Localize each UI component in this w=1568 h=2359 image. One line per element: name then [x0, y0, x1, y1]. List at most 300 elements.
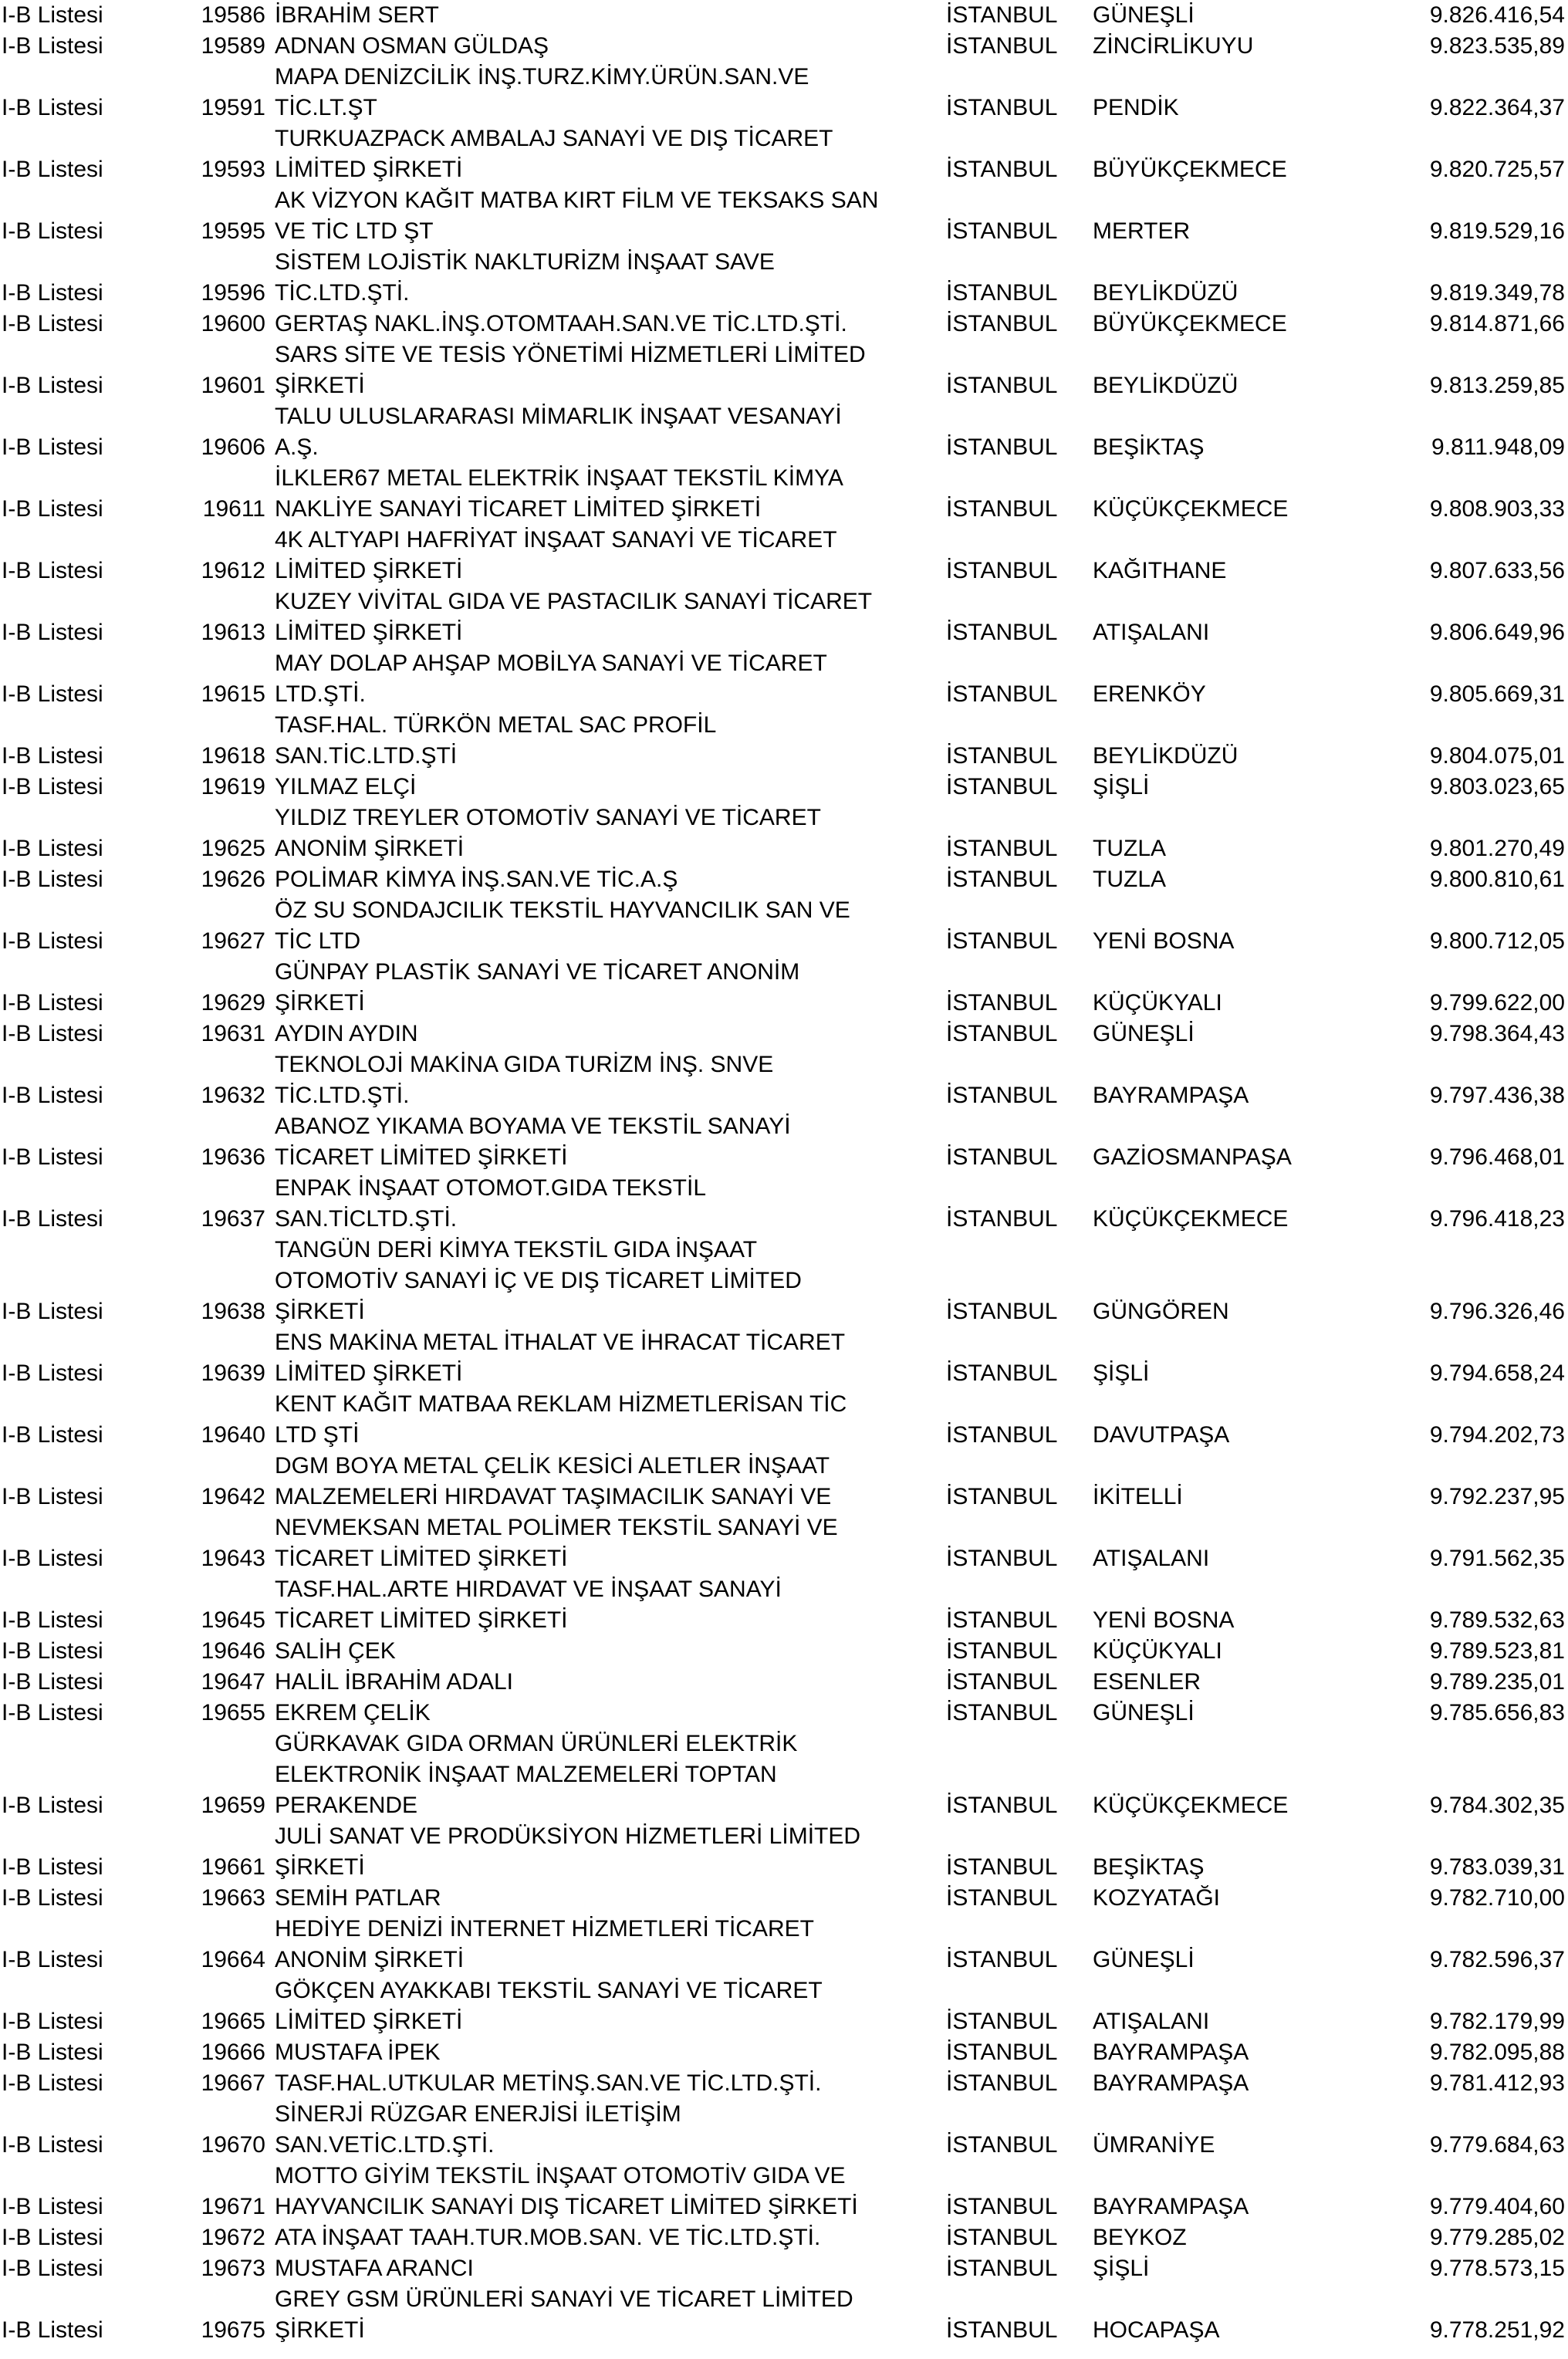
- company-name-line: TİCARET LİMİTED ŞİRKETİ: [275, 1144, 568, 1170]
- score-cell: 9.820.725,57: [1429, 157, 1565, 182]
- rank-number-cell: 19645: [201, 1607, 265, 1633]
- city-cell: İSTANBUL: [946, 1021, 1058, 1046]
- table-row: [0, 1667, 1568, 1698]
- district-cell: BEYLİKDÜZÜ: [1093, 373, 1239, 398]
- score-cell: 9.789.523,81: [1429, 1638, 1565, 1664]
- list-type-cell: I-B Listesi: [2, 1021, 103, 1046]
- table-row: [0, 247, 1568, 309]
- table-row: [0, 31, 1568, 62]
- list-type-cell: I-B Listesi: [2, 2317, 103, 2343]
- list-type-cell: I-B Listesi: [2, 990, 103, 1016]
- company-name-line: ÖZ SU SONDAJCILIK TEKSTİL HAYVANCILIK SAN VE: [275, 897, 850, 923]
- rank-number-cell: 19666: [201, 2040, 265, 2065]
- district-cell: ZİNCİRLİKUYU: [1093, 33, 1254, 59]
- score-cell: 9.797.436,38: [1429, 1083, 1565, 1108]
- list-type-cell: I-B Listesi: [2, 2132, 103, 2158]
- company-name-line: GÜNPAY PLASTİK SANAYİ VE TİCARET ANONİM: [275, 959, 800, 985]
- company-name-cell: [275, 2099, 954, 2161]
- company-name-line: TİCARET LİMİTED ŞİRKETİ: [275, 1546, 568, 1571]
- company-name-line: A.Ş.: [275, 434, 319, 460]
- company-name-line: LİMİTED ŞİRKETİ: [275, 620, 463, 645]
- rank-number-cell: 19665: [201, 2009, 265, 2034]
- rank-number-cell: 19655: [201, 1700, 265, 1725]
- city-cell: İSTANBUL: [946, 157, 1058, 182]
- list-type-cell: I-B Listesi: [2, 2256, 103, 2281]
- score-cell: 9.782.710,00: [1429, 1885, 1565, 1911]
- table-row: [0, 710, 1568, 772]
- list-type-cell: I-B Listesi: [2, 774, 103, 799]
- company-name-line: LİMİTED ŞİRKETİ: [275, 157, 463, 182]
- table-row: [0, 1049, 1568, 1111]
- list-type-cell: I-B Listesi: [2, 311, 103, 336]
- company-name-line: GERTAŞ NAKL.İNŞ.OTOMTAAH.SAN.VE TİC.LTD.ŞTİ.: [275, 311, 847, 336]
- company-name-line: LİMİTED ŞİRKETİ: [275, 1360, 463, 1386]
- company-name-line: TANGÜN DERİ KİMYA TEKSTİL GIDA İNŞAAT: [275, 1237, 758, 1262]
- city-cell: İSTANBUL: [946, 743, 1058, 769]
- district-cell: PENDİK: [1093, 95, 1179, 120]
- district-cell: TUZLA: [1093, 867, 1167, 892]
- rank-number-cell: 19606: [201, 434, 265, 460]
- company-name-line: HAYVANCILIK SANAYİ DIŞ TİCARET LİMİTED ŞİRKETİ: [275, 2194, 858, 2219]
- table-row: [0, 1512, 1568, 1574]
- district-cell: BEYLİKDÜZÜ: [1093, 743, 1239, 769]
- list-type-cell: I-B Listesi: [2, 2194, 103, 2219]
- list-type-cell: I-B Listesi: [2, 434, 103, 460]
- score-cell: 9.823.535,89: [1429, 33, 1565, 59]
- table-row: [0, 2284, 1568, 2346]
- city-cell: İSTANBUL: [946, 280, 1058, 306]
- table-row: [0, 1173, 1568, 1235]
- city-cell: İSTANBUL: [946, 373, 1058, 398]
- company-name-line: SAN.TİCLTD.ŞTİ.: [275, 1206, 458, 1232]
- score-cell: 9.813.259,85: [1429, 373, 1565, 398]
- rank-number-cell: 19664: [201, 1947, 265, 1972]
- table-row: [0, 0, 1568, 31]
- city-cell: İSTANBUL: [946, 2009, 1058, 2034]
- company-name-line: TASF.HAL.ARTE HIRDAVAT VE İNŞAAT SANAYİ: [275, 1577, 782, 1602]
- company-name-line: PERAKENDE: [275, 1793, 418, 1818]
- city-cell: İSTANBUL: [946, 1144, 1058, 1170]
- company-name-line: SAN.TİC.LTD.ŞTİ: [275, 743, 458, 769]
- company-name-cell: [275, 309, 954, 340]
- city-cell: İSTANBUL: [946, 620, 1058, 645]
- company-name-cell: [275, 123, 954, 185]
- company-name-line: POLİMAR KİMYA İNŞ.SAN.VE TİC.A.Ş: [275, 867, 678, 892]
- rank-number-cell: 19593: [201, 157, 265, 182]
- rank-number-cell: 19612: [201, 558, 265, 583]
- company-name-line: SİSTEM LOJİSTİK NAKLTURİZM İNŞAAT SAVE: [275, 249, 775, 275]
- company-name-cell: [275, 1821, 954, 1883]
- score-cell: 9.801.270,49: [1429, 836, 1565, 861]
- rank-number-cell: 19595: [201, 218, 265, 244]
- rank-number-cell: 19625: [201, 836, 265, 861]
- city-cell: İSTANBUL: [946, 1669, 1058, 1695]
- table-row: [0, 2253, 1568, 2284]
- list-type-cell: I-B Listesi: [2, 1947, 103, 1972]
- district-cell: KÜÇÜKYALI: [1093, 990, 1222, 1016]
- district-cell: GÜNEŞLİ: [1093, 1947, 1195, 1972]
- list-type-cell: I-B Listesi: [2, 836, 103, 861]
- rank-number-cell: 19601: [201, 373, 265, 398]
- list-type-cell: I-B Listesi: [2, 2225, 103, 2250]
- company-name-line: İLKLER67 METAL ELEKTRİK İNŞAAT TEKSTİL KİMYA: [275, 465, 843, 491]
- rank-number-cell: 19675: [201, 2317, 265, 2343]
- table-row: [0, 1883, 1568, 1914]
- table-row: [0, 586, 1568, 648]
- city-cell: İSTANBUL: [946, 1360, 1058, 1386]
- score-cell: 9.796.418,23: [1429, 1206, 1565, 1232]
- list-type-cell: I-B Listesi: [2, 1607, 103, 1633]
- table-row: [0, 309, 1568, 340]
- list-type-cell: I-B Listesi: [2, 1546, 103, 1571]
- rank-number-cell: 19639: [201, 1360, 265, 1386]
- table-row: [0, 648, 1568, 710]
- company-name-line: 4K ALTYAPI HAFRİYAT İNŞAAT SANAYİ VE TİCARET: [275, 527, 837, 553]
- company-name-cell: [275, 957, 954, 1019]
- district-cell: BEYKOZ: [1093, 2225, 1187, 2250]
- district-cell: KOZYATAĞI: [1093, 1885, 1221, 1911]
- district-cell: ERENKÖY: [1093, 681, 1206, 707]
- district-cell: BÜYÜKÇEKMECE: [1093, 157, 1287, 182]
- list-type-cell: I-B Listesi: [2, 558, 103, 583]
- rank-number-cell: 19586: [201, 2, 265, 28]
- list-type-cell: I-B Listesi: [2, 2040, 103, 2065]
- company-name-cell: [275, 1636, 954, 1667]
- district-cell: KAĞITHANE: [1093, 558, 1227, 583]
- list-type-cell: I-B Listesi: [2, 1083, 103, 1108]
- score-cell: 9.796.468,01: [1429, 1144, 1565, 1170]
- table-row: [0, 463, 1568, 525]
- company-name-line: LİMİTED ŞİRKETİ: [275, 2009, 463, 2034]
- table-row: [0, 1914, 1568, 1975]
- company-name-line: MOTTO GİYİM TEKSTİL İNŞAAT OTOMOTİV GIDA VE: [275, 2163, 846, 2188]
- company-name-line: MUSTAFA İPEK: [275, 2040, 441, 2065]
- district-cell: GÜNGÖREN: [1093, 1299, 1229, 1324]
- company-name-line: TASF.HAL. TÜRKÖN METAL SAC PROFİL: [275, 712, 717, 738]
- table-row: [0, 123, 1568, 185]
- table-row: [0, 1451, 1568, 1512]
- company-name-line: TİC.LT.ŞT: [275, 95, 377, 120]
- table-row: [0, 1729, 1568, 1821]
- district-cell: GAZİOSMANPAŞA: [1093, 1144, 1292, 1170]
- company-name-cell: [275, 1111, 954, 1173]
- score-cell: 9.791.562,35: [1429, 1546, 1565, 1571]
- company-name-cell: [275, 895, 954, 957]
- company-name-line: SİNERJİ RÜZGAR ENERJİSİ İLETİŞİM: [275, 2101, 681, 2127]
- city-cell: İSTANBUL: [946, 1422, 1058, 1448]
- company-name-line: JULİ SANAT VE PRODÜKSİYON HİZMETLERİ LİMİTED: [275, 1823, 861, 1849]
- table-row: [0, 401, 1568, 463]
- score-cell: 9.826.416,54: [1429, 2, 1565, 28]
- city-cell: İSTANBUL: [946, 990, 1058, 1016]
- rank-number-cell: 19618: [201, 743, 265, 769]
- rank-number-cell: 19647: [201, 1669, 265, 1695]
- city-cell: İSTANBUL: [946, 836, 1058, 861]
- company-name-cell: [275, 2037, 954, 2068]
- company-name-cell: [275, 340, 954, 401]
- company-name-line: LTD ŞTİ: [275, 1422, 360, 1448]
- district-cell: GÜNEŞLİ: [1093, 2, 1195, 28]
- list-type-cell: I-B Listesi: [2, 1360, 103, 1386]
- city-cell: İSTANBUL: [946, 218, 1058, 244]
- score-cell: 9.800.810,61: [1429, 867, 1565, 892]
- table-row: [0, 1111, 1568, 1173]
- score-cell: 9.794.202,73: [1429, 1422, 1565, 1448]
- rank-number-cell: 19619: [201, 774, 265, 799]
- score-cell: 9.778.251,92: [1429, 2317, 1565, 2343]
- table-row: [0, 2099, 1568, 2161]
- district-cell: BEYLİKDÜZÜ: [1093, 280, 1239, 306]
- company-name-line: SEMİH PATLAR: [275, 1885, 441, 1911]
- company-name-cell: [275, 1698, 954, 1729]
- district-cell: BAYRAMPAŞA: [1093, 2070, 1249, 2096]
- list-type-cell: I-B Listesi: [2, 218, 103, 244]
- company-name-line: MUSTAFA ARANCI: [275, 2256, 474, 2281]
- score-cell: 9.803.023,65: [1429, 774, 1565, 799]
- company-name-line: HEDİYE DENİZİ İNTERNET HİZMETLERİ TİCARET: [275, 1916, 814, 1942]
- district-cell: İKİTELLİ: [1093, 1484, 1183, 1509]
- list-type-cell: I-B Listesi: [2, 1854, 103, 1880]
- rank-number-cell: 19643: [201, 1546, 265, 1571]
- city-cell: İSTANBUL: [946, 2225, 1058, 2250]
- company-name-cell: [275, 2284, 954, 2346]
- company-name-line: ŞİRKETİ: [275, 373, 365, 398]
- district-cell: ATIŞALANI: [1093, 620, 1210, 645]
- company-name-line: ENS MAKİNA METAL İTHALAT VE İHRACAT TİCARET: [275, 1330, 846, 1355]
- city-cell: İSTANBUL: [946, 1854, 1058, 1880]
- company-name-cell: [275, 803, 954, 864]
- rank-number-cell: 19636: [201, 1144, 265, 1170]
- company-name-line: İBRAHİM SERT: [275, 2, 439, 28]
- company-name-line: NAKLİYE SANAYİ TİCARET LİMİTED ŞİRKETİ: [275, 496, 762, 522]
- company-name-line: ELEKTRONİK İNŞAAT MALZEMELERİ TOPTAN: [275, 1762, 777, 1787]
- rank-number-cell: 19611: [202, 496, 265, 522]
- company-name-cell: [275, 1512, 954, 1574]
- company-name-line: ADNAN OSMAN GÜLDAŞ: [275, 33, 549, 59]
- score-cell: 9.789.235,01: [1429, 1669, 1565, 1695]
- company-name-line: EKREM ÇELİK: [275, 1700, 431, 1725]
- district-cell: ŞİŞLİ: [1093, 1360, 1150, 1386]
- company-name-cell: [275, 1451, 954, 1512]
- score-cell: 9.796.326,46: [1429, 1299, 1565, 1324]
- score-cell: 9.811.948,09: [1431, 434, 1565, 460]
- district-cell: KÜÇÜKYALI: [1093, 1638, 1222, 1664]
- company-name-cell: [275, 0, 954, 31]
- city-cell: İSTANBUL: [946, 1607, 1058, 1633]
- district-cell: YENİ BOSNA: [1093, 928, 1235, 954]
- list-type-cell: I-B Listesi: [2, 157, 103, 182]
- company-name-cell: [275, 1235, 954, 1327]
- rank-number-cell: 19589: [201, 33, 265, 59]
- district-cell: MERTER: [1093, 218, 1191, 244]
- table-row: [0, 957, 1568, 1019]
- list-type-cell: I-B Listesi: [2, 1206, 103, 1232]
- company-name-cell: [275, 1019, 954, 1049]
- score-cell: 9.789.532,63: [1429, 1607, 1565, 1633]
- company-name-line: ATA İNŞAAT TAAH.TUR.MOB.SAN. VE TİC.LTD.ŞTİ.: [275, 2225, 821, 2250]
- rank-number-cell: 19646: [201, 1638, 265, 1664]
- score-cell: 9.782.095,88: [1429, 2040, 1565, 2065]
- table-row: [0, 1235, 1568, 1327]
- company-name-line: ŞİRKETİ: [275, 1854, 365, 1880]
- city-cell: İSTANBUL: [946, 867, 1058, 892]
- rank-number-cell: 19640: [201, 1422, 265, 1448]
- company-name-line: ABANOZ YIKAMA BOYAMA VE TEKSTİL SANAYİ: [275, 1114, 791, 1139]
- list-type-cell: I-B Listesi: [2, 743, 103, 769]
- company-name-cell: [275, 1173, 954, 1235]
- district-cell: ÜMRANİYE: [1093, 2132, 1215, 2158]
- score-cell: 9.800.712,05: [1429, 928, 1565, 954]
- company-name-cell: [275, 247, 954, 309]
- list-type-cell: I-B Listesi: [2, 1422, 103, 1448]
- table-row: [0, 2222, 1568, 2253]
- score-cell: 9.798.364,43: [1429, 1021, 1565, 1046]
- table-row: [0, 525, 1568, 586]
- rank-number-cell: 19600: [201, 311, 265, 336]
- table-row: [0, 1636, 1568, 1667]
- company-name-line: TİCARET LİMİTED ŞİRKETİ: [275, 1607, 568, 1633]
- company-name-line: DGM BOYA METAL ÇELİK KESİCİ ALETLER İNŞAAT: [275, 1453, 830, 1479]
- city-cell: İSTANBUL: [946, 1083, 1058, 1108]
- company-name-line: GÜRKAVAK GIDA ORMAN ÜRÜNLERİ ELEKTRİK: [275, 1731, 798, 1756]
- district-cell: ŞİŞLİ: [1093, 774, 1150, 799]
- list-type-cell: I-B Listesi: [2, 95, 103, 120]
- rank-number-cell: 19663: [201, 1885, 265, 1911]
- company-name-cell: [275, 185, 954, 247]
- table-row: [0, 2037, 1568, 2068]
- city-cell: İSTANBUL: [946, 2070, 1058, 2096]
- district-cell: TUZLA: [1093, 836, 1167, 861]
- city-cell: İSTANBUL: [946, 311, 1058, 336]
- city-cell: İSTANBUL: [946, 1638, 1058, 1664]
- city-cell: İSTANBUL: [946, 2040, 1058, 2065]
- rank-number-cell: 19659: [201, 1793, 265, 1818]
- company-name-cell: [275, 2253, 954, 2284]
- list-type-cell: I-B Listesi: [2, 1144, 103, 1170]
- score-cell: 9.819.349,78: [1429, 280, 1565, 306]
- city-cell: İSTANBUL: [946, 1206, 1058, 1232]
- table-row: [0, 1019, 1568, 1049]
- score-cell: 9.807.633,56: [1429, 558, 1565, 583]
- score-cell: 9.804.075,01: [1429, 743, 1565, 769]
- table-row: [0, 1698, 1568, 1729]
- city-cell: İSTANBUL: [946, 1484, 1058, 1509]
- district-cell: ŞİŞLİ: [1093, 2256, 1150, 2281]
- city-cell: İSTANBUL: [946, 1546, 1058, 1571]
- district-cell: GÜNEŞLİ: [1093, 1700, 1195, 1725]
- score-cell: 9.808.903,33: [1429, 496, 1565, 522]
- city-cell: İSTANBUL: [946, 496, 1058, 522]
- company-name-cell: [275, 1729, 954, 1821]
- table-row: [0, 1821, 1568, 1883]
- rank-number-cell: 19591: [201, 95, 265, 120]
- list-type-cell: I-B Listesi: [2, 1700, 103, 1725]
- table-row: [0, 1389, 1568, 1451]
- company-name-cell: [275, 2161, 954, 2222]
- rank-number-cell: 19673: [201, 2256, 265, 2281]
- list-type-cell: I-B Listesi: [2, 1484, 103, 1509]
- district-cell: GÜNEŞLİ: [1093, 1021, 1195, 1046]
- score-cell: 9.806.649,96: [1429, 620, 1565, 645]
- district-cell: ATIŞALANI: [1093, 2009, 1210, 2034]
- company-name-line: YILDIZ TREYLER OTOMOTİV SANAYİ VE TİCARET: [275, 805, 821, 830]
- rank-number-cell: 19672: [201, 2225, 265, 2250]
- company-name-line: SARS SİTE VE TESİS YÖNETİMİ HİZMETLERİ LİMİTED: [275, 342, 866, 367]
- score-cell: 9.778.573,15: [1429, 2256, 1565, 2281]
- table-row: [0, 2068, 1568, 2099]
- table-row: [0, 803, 1568, 864]
- list-type-cell: I-B Listesi: [2, 1793, 103, 1818]
- score-cell: 9.822.364,37: [1429, 95, 1565, 120]
- company-name-line: TİC.LTD.ŞTİ.: [275, 280, 410, 306]
- company-name-cell: [275, 525, 954, 586]
- score-cell: 9.784.302,35: [1429, 1793, 1565, 1818]
- score-cell: 9.799.622,00: [1429, 990, 1565, 1016]
- score-cell: 9.782.179,99: [1429, 2009, 1565, 2034]
- company-name-line: SALİH ÇEK: [275, 1638, 396, 1664]
- district-cell: BAYRAMPAŞA: [1093, 2040, 1249, 2065]
- rank-number-cell: 19670: [201, 2132, 265, 2158]
- district-cell: KÜÇÜKÇEKMECE: [1093, 1793, 1289, 1818]
- company-name-line: NEVMEKSAN METAL POLİMER TEKSTİL SANAYİ VE: [275, 1515, 838, 1540]
- city-cell: İSTANBUL: [946, 1885, 1058, 1911]
- company-name-cell: [275, 772, 954, 803]
- rank-number-cell: 19613: [201, 620, 265, 645]
- list-type-cell: I-B Listesi: [2, 373, 103, 398]
- list-type-cell: I-B Listesi: [2, 620, 103, 645]
- city-cell: İSTANBUL: [946, 2, 1058, 28]
- company-name-cell: [275, 1049, 954, 1111]
- rank-number-cell: 19629: [201, 990, 265, 1016]
- score-cell: 9.779.285,02: [1429, 2225, 1565, 2250]
- list-type-cell: I-B Listesi: [2, 2070, 103, 2096]
- district-cell: BAYRAMPAŞA: [1093, 2194, 1249, 2219]
- city-cell: İSTANBUL: [946, 2194, 1058, 2219]
- rank-number-cell: 19667: [201, 2070, 265, 2096]
- city-cell: İSTANBUL: [946, 2132, 1058, 2158]
- company-name-cell: [275, 463, 954, 525]
- company-name-line: ANONİM ŞİRKETİ: [275, 1947, 465, 1972]
- company-name-cell: [275, 2222, 954, 2253]
- city-cell: İSTANBUL: [946, 558, 1058, 583]
- list-type-cell: I-B Listesi: [2, 928, 103, 954]
- score-cell: 9.794.658,24: [1429, 1360, 1565, 1386]
- company-name-line: ENPAK İNŞAAT OTOMOT.GIDA TEKSTİL: [275, 1175, 707, 1201]
- city-cell: İSTANBUL: [946, 434, 1058, 460]
- company-name-line: YILMAZ ELÇİ: [275, 774, 417, 799]
- rank-number-cell: 19627: [201, 928, 265, 954]
- district-cell: DAVUTPAŞA: [1093, 1422, 1230, 1448]
- company-name-cell: [275, 1883, 954, 1914]
- score-cell: 9.805.669,31: [1429, 681, 1565, 707]
- company-name-line: LTD.ŞTİ.: [275, 681, 366, 707]
- rank-number-cell: 19632: [201, 1083, 265, 1108]
- city-cell: İSTANBUL: [946, 1947, 1058, 1972]
- rank-number-cell: 19596: [201, 280, 265, 306]
- company-name-cell: [275, 864, 954, 895]
- company-name-cell: [275, 1667, 954, 1698]
- company-name-cell: [275, 62, 954, 123]
- rank-number-cell: 19637: [201, 1206, 265, 1232]
- rank-number-cell: 19615: [201, 681, 265, 707]
- company-name-line: ŞİRKETİ: [275, 2317, 365, 2343]
- table-row: [0, 1574, 1568, 1636]
- district-cell: ATIŞALANI: [1093, 1546, 1210, 1571]
- district-cell: BAYRAMPAŞA: [1093, 1083, 1249, 1108]
- list-type-cell: I-B Listesi: [2, 2, 103, 28]
- score-cell: 9.779.404,60: [1429, 2194, 1565, 2219]
- company-name-cell: [275, 586, 954, 648]
